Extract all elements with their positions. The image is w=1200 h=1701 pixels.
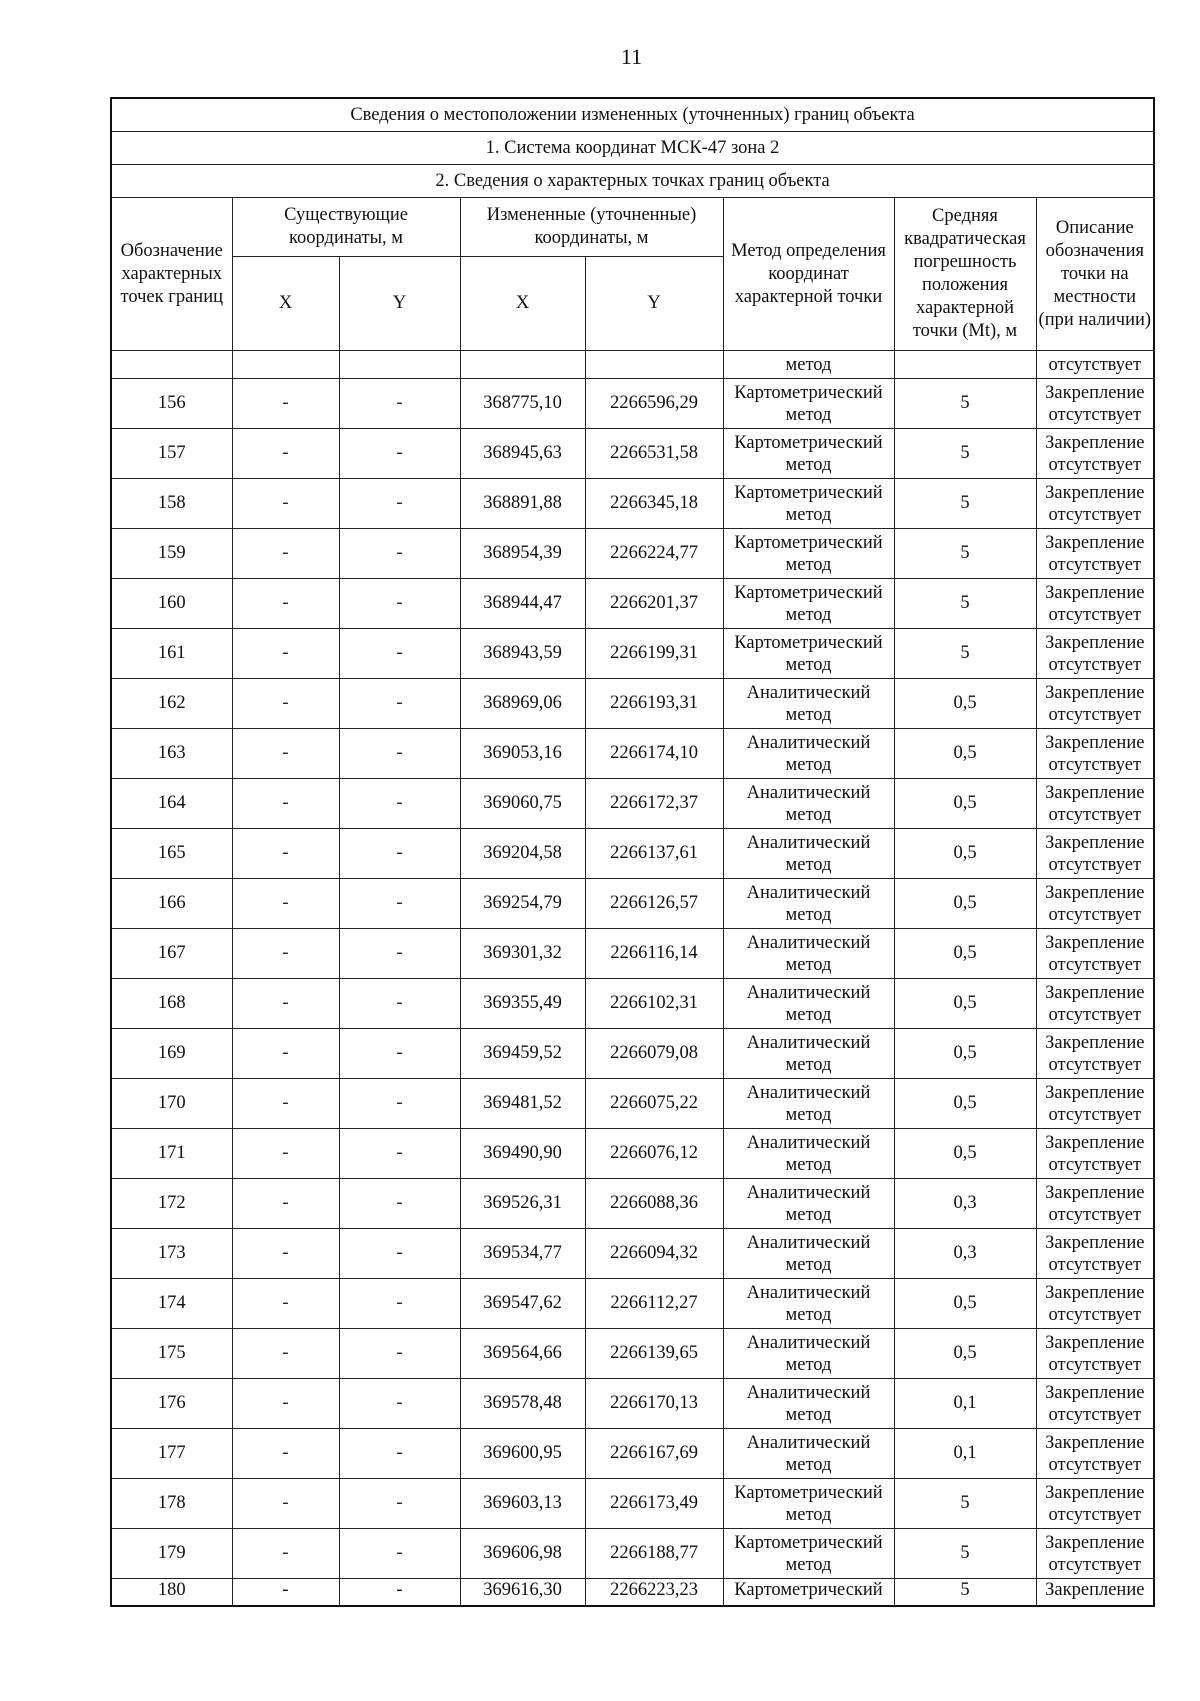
cell-method: Аналитический метод bbox=[723, 929, 894, 979]
cell-existing-y: - bbox=[339, 629, 460, 679]
cell-point-id: 175 bbox=[111, 1329, 232, 1379]
table-row bbox=[111, 1179, 1154, 1229]
cell-description: Закрепление отсутствует bbox=[1036, 1329, 1154, 1379]
cell-point-id: 168 bbox=[111, 979, 232, 1029]
cell-existing-y: - bbox=[339, 979, 460, 1029]
cell-x: 369616,30 bbox=[460, 1579, 585, 1607]
cell-mt: 5 bbox=[894, 429, 1036, 479]
cell-empty bbox=[460, 351, 585, 379]
page-number: 11 bbox=[620, 44, 643, 69]
table-row bbox=[111, 429, 1154, 479]
cell-existing-y: - bbox=[339, 479, 460, 529]
cell-existing-x: - bbox=[232, 679, 339, 729]
cell-method: Аналитический метод bbox=[723, 1129, 894, 1179]
cell-x: 369603,13 bbox=[460, 1479, 585, 1529]
cell-existing-y: - bbox=[339, 1379, 460, 1429]
table-row bbox=[111, 1479, 1154, 1529]
cell-y: 2266076,12 bbox=[585, 1129, 723, 1179]
cell-description: Закрепление отсутствует bbox=[1036, 429, 1154, 479]
table-row bbox=[111, 629, 1154, 679]
table-row bbox=[111, 1429, 1154, 1479]
cell-method: Картометрический метод bbox=[723, 379, 894, 429]
cell-y: 2266112,27 bbox=[585, 1279, 723, 1329]
cell-x: 369053,16 bbox=[460, 729, 585, 779]
cell-point-id: 166 bbox=[111, 879, 232, 929]
table-title-row bbox=[111, 98, 1154, 132]
cell-point-id: 171 bbox=[111, 1129, 232, 1179]
cell-y: 2266223,23 bbox=[585, 1579, 723, 1607]
cell-point-id: 169 bbox=[111, 1029, 232, 1079]
cell-mt: 0,5 bbox=[894, 829, 1036, 879]
cell-point-id: 178 bbox=[111, 1479, 232, 1529]
cell-method: Аналитический метод bbox=[723, 1179, 894, 1229]
cell-x: 368775,10 bbox=[460, 379, 585, 429]
cell-y: 2266079,08 bbox=[585, 1029, 723, 1079]
cell-existing-x: - bbox=[232, 579, 339, 629]
section-2-row bbox=[111, 165, 1154, 198]
cell-mt: 0,5 bbox=[894, 879, 1036, 929]
cell-mt: 5 bbox=[894, 379, 1036, 429]
cell-mt: 5 bbox=[894, 629, 1036, 679]
cell-method: Аналитический метод bbox=[723, 1329, 894, 1379]
cell-description: Закрепление отсутствует bbox=[1036, 879, 1154, 929]
cell-x: 369606,98 bbox=[460, 1529, 585, 1579]
cell-method: Аналитический метод bbox=[723, 879, 894, 929]
cell-method: Аналитический метод bbox=[723, 1429, 894, 1479]
cell-x: 368954,39 bbox=[460, 529, 585, 579]
cell-method: Аналитический метод bbox=[723, 679, 894, 729]
cell-y: 2266596,29 bbox=[585, 379, 723, 429]
cell-x: 368944,47 bbox=[460, 579, 585, 629]
cell-empty bbox=[339, 351, 460, 379]
cell-description: Закрепление отсутствует bbox=[1036, 479, 1154, 529]
table-row bbox=[111, 829, 1154, 879]
cell-x: 368943,59 bbox=[460, 629, 585, 679]
table-row bbox=[111, 1079, 1154, 1129]
header-method: Метод определения координат характерной точки bbox=[723, 198, 894, 351]
cell-y: 2266126,57 bbox=[585, 879, 723, 929]
table-row bbox=[111, 929, 1154, 979]
cell-y: 2266170,13 bbox=[585, 1379, 723, 1429]
table-row bbox=[111, 1029, 1154, 1079]
cell-point-id: 157 bbox=[111, 429, 232, 479]
header-changed-y: Y bbox=[585, 257, 723, 351]
cell-point-id: 159 bbox=[111, 529, 232, 579]
cell-mt: 5 bbox=[894, 529, 1036, 579]
cell-description: Закрепление отсутствует bbox=[1036, 929, 1154, 979]
cell-existing-y: - bbox=[339, 1529, 460, 1579]
table-row bbox=[111, 1379, 1154, 1429]
header-changed-x: X bbox=[460, 257, 585, 351]
cell-existing-y: - bbox=[339, 879, 460, 929]
cell-existing-x: - bbox=[232, 1529, 339, 1579]
cell-empty bbox=[585, 351, 723, 379]
cell-x: 369355,49 bbox=[460, 979, 585, 1029]
cell-method: Аналитический метод bbox=[723, 779, 894, 829]
cell-point-id: 165 bbox=[111, 829, 232, 879]
cell-point-id: 161 bbox=[111, 629, 232, 679]
cell-x: 369490,90 bbox=[460, 1129, 585, 1179]
cell-point-id: 172 bbox=[111, 1179, 232, 1229]
header-existing-x: X bbox=[232, 257, 339, 351]
cell-point-id: 158 bbox=[111, 479, 232, 529]
table-row bbox=[111, 1529, 1154, 1579]
table-row bbox=[111, 1229, 1154, 1279]
cell-description: Закрепление отсутствует bbox=[1036, 1529, 1154, 1579]
table-row bbox=[111, 729, 1154, 779]
cell-mt: 0,5 bbox=[894, 1129, 1036, 1179]
cell-existing-x: - bbox=[232, 429, 339, 479]
cell-x: 369600,95 bbox=[460, 1429, 585, 1479]
coordinates-table bbox=[110, 97, 1155, 1607]
cell-y: 2266224,77 bbox=[585, 529, 723, 579]
cell-existing-x: - bbox=[232, 729, 339, 779]
cell-description: Закрепление отсутствует bbox=[1036, 1179, 1154, 1229]
continued-row bbox=[111, 351, 1154, 379]
cell-existing-x: - bbox=[232, 1229, 339, 1279]
cell-method: Аналитический метод bbox=[723, 1279, 894, 1329]
cell-point-id: 156 bbox=[111, 379, 232, 429]
cell-y: 2266188,77 bbox=[585, 1529, 723, 1579]
cell-mt: 5 bbox=[894, 579, 1036, 629]
cell-existing-x: - bbox=[232, 879, 339, 929]
cell-method: Аналитический метод bbox=[723, 1379, 894, 1429]
cell-existing-y: - bbox=[339, 429, 460, 479]
cell-description: Закрепление отсутствует bbox=[1036, 629, 1154, 679]
table-row-partial bbox=[111, 1579, 1154, 1607]
cell-existing-y: - bbox=[339, 379, 460, 429]
cell-method: Аналитический метод bbox=[723, 1029, 894, 1079]
cell-point-id: 163 bbox=[111, 729, 232, 779]
cell-y: 2266172,37 bbox=[585, 779, 723, 829]
cell-description: отсутствует bbox=[1036, 351, 1154, 379]
cell-existing-y: - bbox=[339, 1479, 460, 1529]
cell-description: Закрепление отсутствует bbox=[1036, 1379, 1154, 1429]
cell-method: Аналитический метод bbox=[723, 729, 894, 779]
cell-description: Закрепление отсутствует bbox=[1036, 1129, 1154, 1179]
cell-x: 369254,79 bbox=[460, 879, 585, 929]
cell-mt: 5 bbox=[894, 1479, 1036, 1529]
cell-existing-x: - bbox=[232, 1329, 339, 1379]
cell-empty bbox=[894, 351, 1036, 379]
cell-description: Закрепление отсутствует bbox=[1036, 979, 1154, 1029]
cell-mt: 0,3 bbox=[894, 1229, 1036, 1279]
cell-x: 369526,31 bbox=[460, 1179, 585, 1229]
cell-x: 368891,88 bbox=[460, 479, 585, 529]
cell-mt: 0,5 bbox=[894, 779, 1036, 829]
cell-mt: 0,5 bbox=[894, 1279, 1036, 1329]
cell-existing-x: - bbox=[232, 1479, 339, 1529]
cell-description: Закрепление отсутствует bbox=[1036, 529, 1154, 579]
section-1-row bbox=[111, 132, 1154, 165]
header-existing-coords: Существующие координаты, м bbox=[232, 198, 460, 257]
cell-existing-y: - bbox=[339, 1029, 460, 1079]
cell-description: Закрепление отсутствует bbox=[1036, 379, 1154, 429]
header-existing-y: Y bbox=[339, 257, 460, 351]
cell-point-id: 160 bbox=[111, 579, 232, 629]
cell-point-id: 176 bbox=[111, 1379, 232, 1429]
cell-existing-x: - bbox=[232, 929, 339, 979]
cell-mt: 0,5 bbox=[894, 1079, 1036, 1129]
cell-method: метод bbox=[723, 351, 894, 379]
table-row bbox=[111, 529, 1154, 579]
cell-method: Картометрический метод bbox=[723, 1529, 894, 1579]
cell-y: 2266088,36 bbox=[585, 1179, 723, 1229]
header-error: Средняя квадратическая погрешность положения характерной точки (Mt), м bbox=[894, 198, 1036, 351]
table-row bbox=[111, 1129, 1154, 1179]
cell-x: 369564,66 bbox=[460, 1329, 585, 1379]
cell-existing-y: - bbox=[339, 929, 460, 979]
cell-mt: 0,5 bbox=[894, 1029, 1036, 1079]
cell-existing-x: - bbox=[232, 1179, 339, 1229]
cell-method: Картометрический метод bbox=[723, 479, 894, 529]
cell-y: 2266167,69 bbox=[585, 1429, 723, 1479]
cell-y: 2266102,31 bbox=[585, 979, 723, 1029]
cell-existing-x: - bbox=[232, 779, 339, 829]
cell-y: 2266201,37 bbox=[585, 579, 723, 629]
cell-description: Закрепление отсутствует bbox=[1036, 1429, 1154, 1479]
cell-description: Закрепление отсутствует bbox=[1036, 679, 1154, 729]
cell-mt: 5 bbox=[894, 1579, 1036, 1607]
cell-existing-y: - bbox=[339, 1229, 460, 1279]
cell-existing-y: - bbox=[339, 579, 460, 629]
cell-y: 2266075,22 bbox=[585, 1079, 723, 1129]
cell-method: Картометрический метод bbox=[723, 1479, 894, 1529]
cell-description: Закрепление отсутствует bbox=[1036, 1079, 1154, 1129]
cell-point-id: 177 bbox=[111, 1429, 232, 1479]
cell-existing-x: - bbox=[232, 1379, 339, 1429]
table-body bbox=[111, 351, 1154, 1607]
cell-point-id: 180 bbox=[111, 1579, 232, 1607]
cell-empty bbox=[232, 351, 339, 379]
cell-description: Закрепление отсутствует bbox=[1036, 779, 1154, 829]
cell-description: Закрепление отсутствует bbox=[1036, 829, 1154, 879]
cell-point-id: 167 bbox=[111, 929, 232, 979]
cell-mt: 0,5 bbox=[894, 1329, 1036, 1379]
cell-description: Закрепление отсутствует bbox=[1036, 729, 1154, 779]
cell-method: Картометрический метод bbox=[723, 629, 894, 679]
cell-y: 2266173,49 bbox=[585, 1479, 723, 1529]
cell-method: Аналитический метод bbox=[723, 979, 894, 1029]
cell-description: Закрепление отсутствует bbox=[1036, 1029, 1154, 1079]
cell-x: 369060,75 bbox=[460, 779, 585, 829]
cell-description: Закрепление bbox=[1036, 1579, 1154, 1607]
cell-description: Закрепление отсутствует bbox=[1036, 1229, 1154, 1279]
cell-x: 369481,52 bbox=[460, 1079, 585, 1129]
cell-mt: 0,1 bbox=[894, 1429, 1036, 1479]
cell-description: Закрепление отсутствует bbox=[1036, 579, 1154, 629]
cell-existing-x: - bbox=[232, 629, 339, 679]
cell-y: 2266116,14 bbox=[585, 929, 723, 979]
cell-point-id: 170 bbox=[111, 1079, 232, 1129]
cell-method: Картометрический метод bbox=[723, 429, 894, 479]
cell-method: Аналитический метод bbox=[723, 1229, 894, 1279]
cell-existing-x: - bbox=[232, 479, 339, 529]
cell-point-id: 174 bbox=[111, 1279, 232, 1329]
cell-y: 2266174,10 bbox=[585, 729, 723, 779]
section-coordinate-system: 1. Система координат МСК-47 зона 2 bbox=[111, 132, 1154, 165]
table-row bbox=[111, 679, 1154, 729]
cell-existing-y: - bbox=[339, 779, 460, 829]
cell-method: Картометрический метод bbox=[723, 529, 894, 579]
cell-x: 369547,62 bbox=[460, 1279, 585, 1329]
cell-mt: 5 bbox=[894, 479, 1036, 529]
cell-existing-x: - bbox=[232, 829, 339, 879]
cell-existing-y: - bbox=[339, 1579, 460, 1607]
cell-existing-y: - bbox=[339, 729, 460, 779]
table-row bbox=[111, 1329, 1154, 1379]
table-row bbox=[111, 379, 1154, 429]
cell-existing-y: - bbox=[339, 1279, 460, 1329]
header-description: Описание обозначения точки на местности (при наличии) bbox=[1036, 198, 1154, 351]
cell-existing-y: - bbox=[339, 1079, 460, 1129]
cell-y: 2266137,61 bbox=[585, 829, 723, 879]
cell-x: 369578,48 bbox=[460, 1379, 585, 1429]
cell-point-id: 179 bbox=[111, 1529, 232, 1579]
cell-existing-y: - bbox=[339, 829, 460, 879]
cell-empty bbox=[111, 351, 232, 379]
cell-mt: 0,5 bbox=[894, 929, 1036, 979]
cell-y: 2266345,18 bbox=[585, 479, 723, 529]
cell-x: 369534,77 bbox=[460, 1229, 585, 1279]
cell-x: 368945,63 bbox=[460, 429, 585, 479]
cell-existing-y: - bbox=[339, 529, 460, 579]
cell-method: Аналитический метод bbox=[723, 1079, 894, 1129]
cell-mt: 5 bbox=[894, 1529, 1036, 1579]
cell-mt: 0,5 bbox=[894, 729, 1036, 779]
cell-mt: 0,3 bbox=[894, 1179, 1036, 1229]
section-points-info: 2. Сведения о характерных точках границ объекта bbox=[111, 165, 1154, 198]
cell-y: 2266193,31 bbox=[585, 679, 723, 729]
cell-existing-x: - bbox=[232, 379, 339, 429]
cell-x: 368969,06 bbox=[460, 679, 585, 729]
cell-x: 369204,58 bbox=[460, 829, 585, 879]
cell-y: 2266199,31 bbox=[585, 629, 723, 679]
table-row bbox=[111, 879, 1154, 929]
table-title: Сведения о местоположении измененных (уточненных) границ объекта bbox=[111, 98, 1154, 132]
cell-existing-x: - bbox=[232, 979, 339, 1029]
cell-mt: 0,5 bbox=[894, 979, 1036, 1029]
table-row bbox=[111, 979, 1154, 1029]
cell-x: 369459,52 bbox=[460, 1029, 585, 1079]
cell-x: 369301,32 bbox=[460, 929, 585, 979]
cell-description: Закрепление отсутствует bbox=[1036, 1279, 1154, 1329]
cell-existing-y: - bbox=[339, 1429, 460, 1479]
header-point-designation: Обозначение характерных точек границ bbox=[111, 198, 232, 351]
cell-existing-x: - bbox=[232, 529, 339, 579]
cell-point-id: 164 bbox=[111, 779, 232, 829]
cell-existing-y: - bbox=[339, 1129, 460, 1179]
cell-existing-x: - bbox=[232, 1129, 339, 1179]
cell-method: Картометрический bbox=[723, 1579, 894, 1607]
cell-mt: 0,1 bbox=[894, 1379, 1036, 1429]
table-row bbox=[111, 479, 1154, 529]
cell-existing-x: - bbox=[232, 1429, 339, 1479]
cell-existing-x: - bbox=[232, 1079, 339, 1129]
cell-method: Картометрический метод bbox=[723, 579, 894, 629]
cell-point-id: 173 bbox=[111, 1229, 232, 1279]
header-changed-coords: Измененные (уточненные) координаты, м bbox=[460, 198, 723, 257]
cell-description: Закрепление отсутствует bbox=[1036, 1479, 1154, 1529]
cell-existing-x: - bbox=[232, 1279, 339, 1329]
cell-existing-y: - bbox=[339, 1179, 460, 1229]
cell-point-id: 162 bbox=[111, 679, 232, 729]
cell-existing-y: - bbox=[339, 679, 460, 729]
cell-y: 2266094,32 bbox=[585, 1229, 723, 1279]
cell-existing-x: - bbox=[232, 1579, 339, 1607]
header-row-1 bbox=[111, 198, 1154, 257]
cell-y: 2266139,65 bbox=[585, 1329, 723, 1379]
table-row bbox=[111, 779, 1154, 829]
cell-existing-y: - bbox=[339, 1329, 460, 1379]
cell-existing-x: - bbox=[232, 1029, 339, 1079]
table-row bbox=[111, 1279, 1154, 1329]
cell-mt: 0,5 bbox=[894, 679, 1036, 729]
cell-method: Аналитический метод bbox=[723, 829, 894, 879]
cell-y: 2266531,58 bbox=[585, 429, 723, 479]
table-row bbox=[111, 579, 1154, 629]
